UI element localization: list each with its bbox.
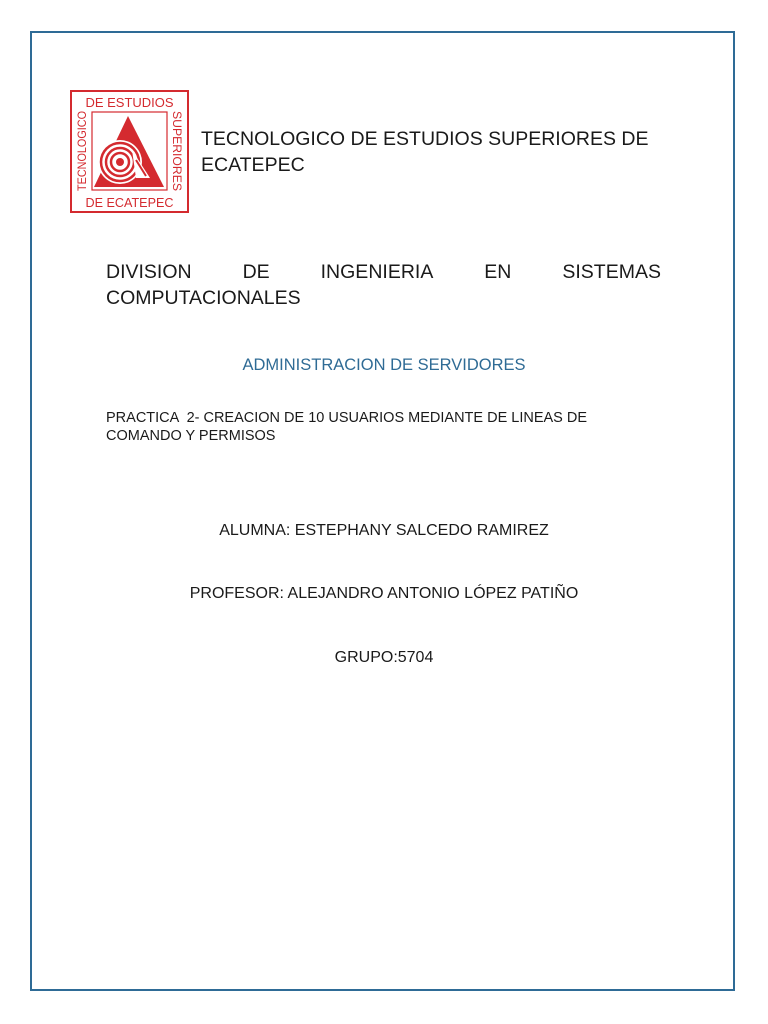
school-logo [70, 90, 189, 213]
division-word: INGENIERIA [320, 261, 434, 283]
division-line2: COMPUTACIONALES [106, 287, 301, 309]
division-word: SISTEMAS [562, 261, 661, 283]
group-number: GRUPO:5704 [334, 649, 434, 666]
subject-title: ADMINISTRACION DE SERVIDORES [242, 356, 526, 374]
logo-bottom-text: DE ECATEPEC [85, 195, 174, 210]
division-title [106, 259, 661, 311]
division-word: DIVISION [106, 261, 192, 283]
logo-left-text: TECNOLOGICO [75, 102, 89, 191]
logo-top-text: DE ESTUDIOS [85, 95, 174, 110]
logo-right-text: SUPERIORES [170, 111, 184, 190]
division-line1 [106, 259, 661, 285]
school-name [201, 126, 681, 178]
school-name-line1: TECNOLOGICO DE ESTUDIOS SUPERIORES DE [201, 128, 649, 150]
student-name: ALUMNA: ESTEPHANY SALCEDO RAMIREZ [219, 522, 549, 539]
division-word: EN [484, 261, 512, 283]
practice-title [106, 409, 666, 445]
school-name-line2: ECATEPEC [201, 154, 305, 176]
professor-name: PROFESOR: ALEJANDRO ANTONIO LÓPEZ PATIÑO [189, 585, 579, 602]
practice-line1: PRACTICA 2- CREACION DE 10 USUARIOS MEDIANTE DE LINEAS DE [106, 410, 588, 426]
practice-line2: COMANDO Y PERMISOS [106, 428, 276, 444]
division-word: DE [242, 261, 270, 283]
